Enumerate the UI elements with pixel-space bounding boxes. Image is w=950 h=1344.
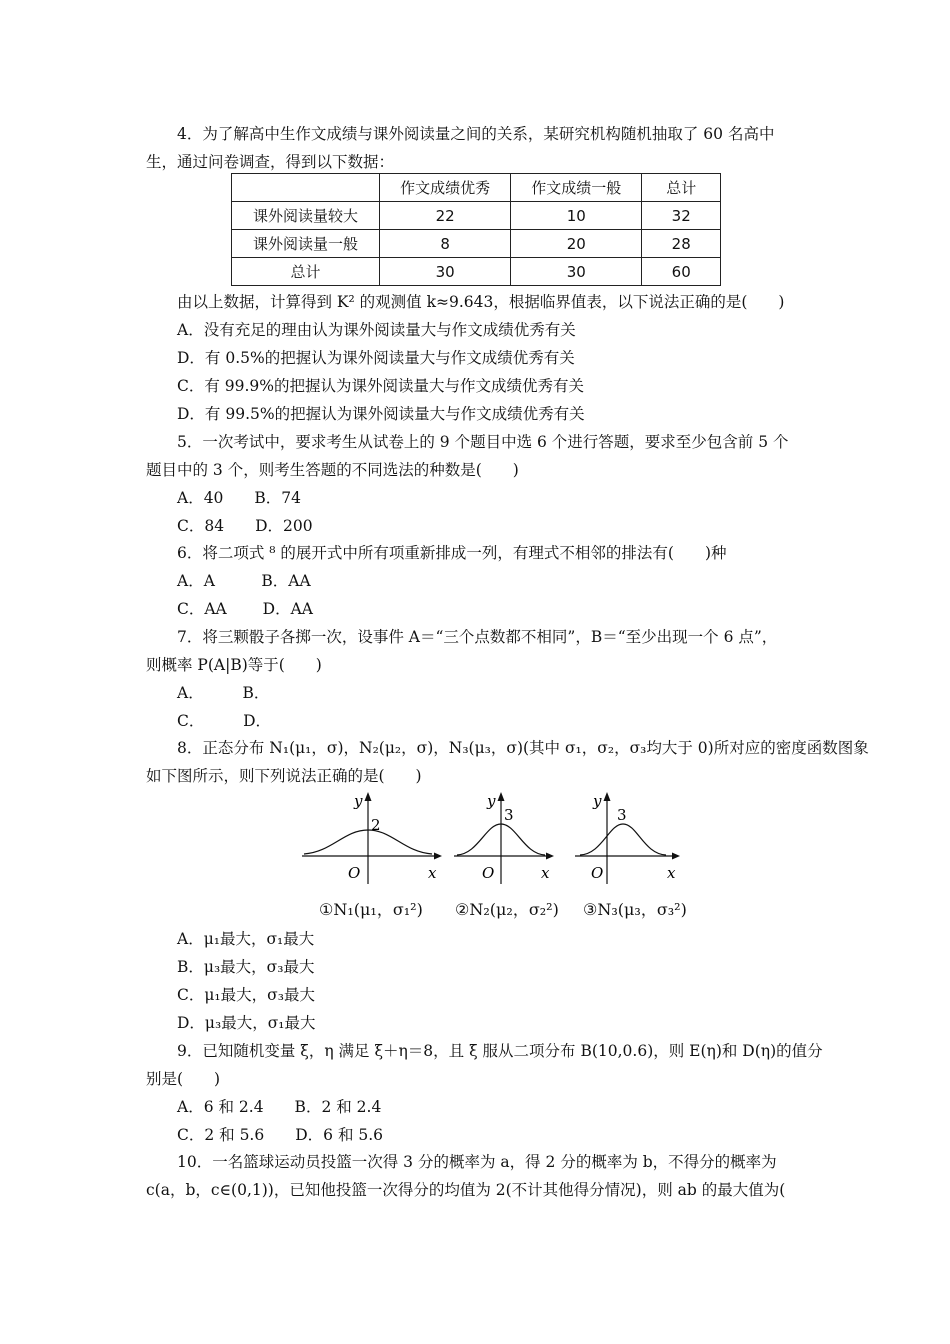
table-cell: 10 — [511, 202, 642, 230]
table-cell: 课外阅读量一般 — [232, 230, 380, 258]
q5-options-ab: A．40 B．74 — [177, 489, 302, 507]
table-header-cell — [232, 174, 380, 202]
q4-after-table: 由以上数据，计算得到 K² 的观测值 k≈9.643，根据临界值表，以下说法正确的是( ) — [177, 293, 785, 311]
normal-curve-figure-1 — [302, 788, 447, 888]
normal-curve-figure-3 — [575, 788, 685, 888]
table-cell: 总计 — [232, 258, 380, 286]
table-header-cell: 作文成绩优秀 — [380, 174, 511, 202]
x-axis-label: x — [428, 864, 437, 882]
table-header-cell: 作文成绩一般 — [511, 174, 642, 202]
table-row — [232, 258, 721, 286]
q8-option-d: D．μ₃最大，σ₁最大 — [177, 1014, 316, 1032]
table-cell: 60 — [642, 258, 721, 286]
peak-label: 3 — [617, 806, 627, 824]
table-row — [232, 230, 721, 258]
table-cell: 30 — [380, 258, 511, 286]
table-cell: 22 — [380, 202, 511, 230]
origin-label: O — [348, 864, 361, 882]
q10-line-2: c(a，b，c∈(0,1))，已知他投篮一次得分的均值为 2(不计其他得分情况)，则 ab 的最大值为( — [146, 1181, 786, 1199]
q5-line-1: 5．一次考试中，要求考生从试卷上的 9 个题目中选 6 个进行答题，要求至少包含前 5 个 — [177, 433, 789, 451]
q9-options-ab: A．6 和 2.4 B．2 和 2.4 — [177, 1098, 382, 1116]
q6-options-ab: A．A B．AA — [177, 572, 311, 590]
q10-line-1: 10．一名篮球运动员投篮一次得 3 分的概率为 a，得 2 分的概率为 b，不得分的概率为 — [177, 1153, 777, 1171]
q8-option-b: B．μ₃最大，σ₃最大 — [177, 958, 315, 976]
q8-line-1: 8．正态分布 N₁(μ₁，σ)，N₂(μ₂，σ)，N₃(μ₃，σ)(其中 σ₁，σ₂，σ₃均大于 0)所对应的密度函数图象 — [177, 739, 869, 757]
x-axis-label: x — [541, 864, 550, 882]
table-cell: 课外阅读量较大 — [232, 202, 380, 230]
x-axis-label: x — [667, 864, 676, 882]
q6-line-1: 6．将二项式 ⁸ 的展开式中所有项重新排成一列，有理式不相邻的排法有( )种 — [177, 544, 727, 562]
y-axis-label: y — [354, 792, 363, 810]
peak-label: 3 — [504, 806, 514, 824]
table-header-row — [232, 174, 721, 202]
q7-options-ab: A． B． — [177, 684, 270, 702]
q9-line-2: 别是( ) — [146, 1070, 221, 1088]
table-cell: 30 — [511, 258, 642, 286]
table-cell: 28 — [642, 230, 721, 258]
q4-line-1: 4．为了解高中生作文成绩与课外阅读量之间的关系，某研究机构随机抽取了 60 名高中 — [177, 125, 775, 143]
q9-options-cd: C．2 和 5.6 D．6 和 5.6 — [177, 1126, 384, 1144]
q7-options-cd: C． D． — [177, 712, 272, 730]
q8-option-c: C．μ₁最大，σ₃最大 — [177, 986, 315, 1004]
origin-label: O — [591, 864, 604, 882]
origin-label: O — [482, 864, 495, 882]
peak-label: 2 — [371, 816, 381, 834]
q4-option-c: C．有 99.9%的把握认为课外阅读量大与作文成绩优秀有关 — [177, 377, 585, 395]
q4-option-a: A．没有充足的理由认为课外阅读量大与作文成绩优秀有关 — [177, 321, 576, 339]
q8-line-2: 如下图所示，则下列说法正确的是( ) — [146, 767, 422, 785]
normal-curve-figure-2 — [454, 788, 559, 888]
table-row — [232, 202, 721, 230]
q5-line-2: 题目中的 3 个，则考生答题的不同选法的种数是( ) — [146, 461, 519, 479]
table-header-cell: 总计 — [642, 174, 721, 202]
figure-caption-2: ②N₂(μ₂，σ₂²) — [455, 900, 559, 919]
q4-option-b: D．有 0.5%的把握认为课外阅读量大与作文成绩优秀有关 — [177, 349, 575, 367]
table-cell: 20 — [511, 230, 642, 258]
y-axis-label: y — [487, 792, 496, 810]
q8-option-a: A．μ₁最大，σ₁最大 — [177, 930, 315, 948]
figure-caption-3: ③N₃(μ₃，σ₃²) — [583, 900, 687, 919]
q4-option-d: D．有 99.5%的把握认为课外阅读量大与作文成绩优秀有关 — [177, 405, 585, 423]
y-axis-label: y — [593, 792, 602, 810]
table-cell: 32 — [642, 202, 721, 230]
q5-options-cd: C．84 D．200 — [177, 517, 313, 535]
figure-caption-1: ①N₁(μ₁，σ₁²) — [319, 900, 423, 919]
q7-line-1: 7．将三颗骰子各掷一次，设事件 A＝“三个点数都不相同”，B＝“至少出现一个 6 点”， — [177, 628, 778, 646]
q9-line-1: 9．已知随机变量 ξ，η 满足 ξ＋η＝8，且 ξ 服从二项分布 B(10,0.6)，则 E(η)和 D(η)的值分 — [177, 1042, 823, 1060]
q4-line-2: 生，通过问卷调查，得到以下数据： — [146, 153, 395, 171]
q6-options-cd: C．AA D．AA — [177, 600, 313, 618]
table-cell: 8 — [380, 230, 511, 258]
q7-line-2: 则概率 P(A|B)等于( ) — [146, 656, 322, 674]
contingency-table — [231, 173, 721, 286]
